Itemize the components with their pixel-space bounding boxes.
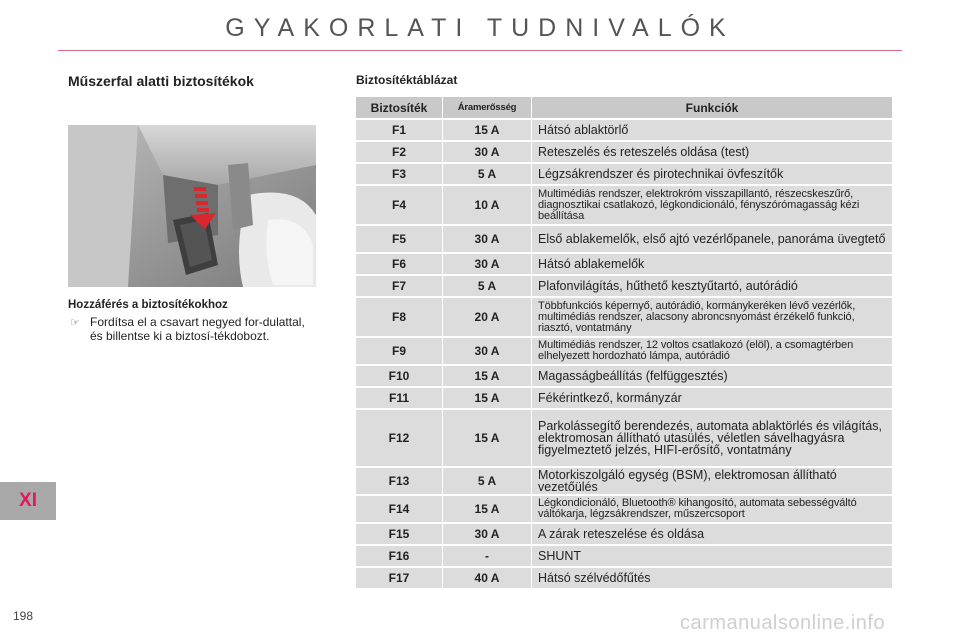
table-row: [356, 254, 892, 274]
fuse-function: Motorkiszolgáló egység (BSM), elektromosan állítható vezetőülés: [532, 468, 892, 494]
fuse-id: F8: [356, 298, 443, 336]
fuse-id: F4: [356, 186, 443, 224]
fuse-function: A zárak reteszelése és oldása: [532, 524, 892, 544]
section-title: Műszerfal alatti biztosítékok: [68, 73, 254, 89]
fuse-amperage: 30 A: [443, 524, 532, 544]
fuse-amperage: 40 A: [443, 568, 532, 588]
fuse-function: Multimédiás rendszer, 12 voltos csatlakozó (elöl), a csomagtérben elhelyezett hordozható lámpa, autórádió: [532, 338, 892, 364]
page-header-title: GYAKORLATI TUDNIVALÓK: [225, 14, 735, 42]
table-row: [356, 366, 892, 386]
watermark: carmanualsonline.info: [680, 612, 886, 634]
fuse-function: Többfunkciós képernyő, autórádió, kormánykeréken lévő vezérlők, multimédiás rendszer, alacsony abroncsnyomást érzékelő funkció, riasztó, vontatmány: [532, 298, 892, 336]
fuse-amperage: 15 A: [443, 366, 532, 386]
fuse-function: Légzsákrendszer és pirotechnikai övfeszítők: [532, 164, 892, 184]
fuse-id: F14: [356, 496, 443, 522]
access-subtitle: Hozzáférés a biztosítékokhoz: [68, 299, 228, 311]
table-header-row: [356, 97, 892, 118]
access-instruction: [68, 315, 318, 343]
table-row: [356, 276, 892, 296]
fuse-function: Plafonvilágítás, hűthető kesztyűtartó, autórádió: [532, 276, 892, 296]
fuse-amperage: 30 A: [443, 226, 532, 252]
fuse-id: F6: [356, 254, 443, 274]
fuse-id: F12: [356, 410, 443, 466]
table-row: [356, 468, 892, 494]
table-title: Biztosítéktáblázat: [356, 73, 458, 87]
fuse-function: Hátsó szélvédőfűtés: [532, 568, 892, 588]
table-row: [356, 142, 892, 162]
table-row: [356, 186, 892, 224]
fuse-id: F16: [356, 546, 443, 566]
table-row: [356, 496, 892, 522]
fuse-amperage: 10 A: [443, 186, 532, 224]
fuse-amperage: 30 A: [443, 142, 532, 162]
table-row: [356, 226, 892, 252]
fuse-function: Első ablakemelők, első ajtó vezérlőpanele, panoráma üvegtető: [532, 226, 892, 252]
fuse-id: F1: [356, 120, 443, 140]
fuse-id: F3: [356, 164, 443, 184]
header-fuse: Biztosíték: [356, 97, 443, 118]
fuse-id: F9: [356, 338, 443, 364]
table-row: [356, 388, 892, 408]
fuse-id: F17: [356, 568, 443, 588]
fuse-table: [356, 95, 892, 590]
fuse-amperage: 15 A: [443, 388, 532, 408]
page-number: 198: [13, 609, 34, 623]
fuse-id: F11: [356, 388, 443, 408]
fuse-function: SHUNT: [532, 546, 892, 566]
fuse-amperage: -: [443, 546, 532, 566]
table-row: [356, 410, 892, 466]
fuse-function: Hátsó ablakemelők: [532, 254, 892, 274]
fuse-function: Fékérintkező, kormányzár: [532, 388, 892, 408]
fuse-function: Parkolássegítő berendezés, automata ablaktörlés és világítás, elektromosan állítható utasülés, véletlen sávelhagyásra figyelmeztető jelzés, HIFI-erősítő, vontatmány: [532, 410, 892, 466]
fuse-amperage: 15 A: [443, 120, 532, 140]
header-divider: [58, 50, 902, 51]
fuse-function: Reteszelés és reteszelés oldása (test): [532, 142, 892, 162]
header-function: Funkciók: [532, 97, 892, 118]
fuse-function: Hátsó ablaktörlő: [532, 120, 892, 140]
chapter-tab: XI: [0, 482, 56, 520]
fuse-amperage: 15 A: [443, 496, 532, 522]
fuse-amperage: 30 A: [443, 254, 532, 274]
fuse-id: F13: [356, 468, 443, 494]
fuse-amperage: 15 A: [443, 410, 532, 466]
fuse-function: Légkondicionáló, Bluetooth® kihangosító, automata sebességváltó váltókarja, légzsákrendszer, műszercsoport: [532, 496, 892, 522]
fuse-amperage: 5 A: [443, 276, 532, 296]
fusebox-photo: [68, 125, 316, 287]
fuse-function: Multimédiás rendszer, elektrokróm visszapillantó, részecskeszűrő, diagnosztikai csatlakozó, légkondicionáló, fényszórómagasság kézi beállítása: [532, 186, 892, 224]
fuse-amperage: 20 A: [443, 298, 532, 336]
fuse-id: F5: [356, 226, 443, 252]
table-row: [356, 546, 892, 566]
table-row: [356, 338, 892, 364]
fuse-amperage: 5 A: [443, 468, 532, 494]
table-row: [356, 524, 892, 544]
pointing-hand-icon: ☞: [70, 317, 80, 329]
fuse-function: Magasságbeállítás (felfüggesztés): [532, 366, 892, 386]
fuse-id: F7: [356, 276, 443, 296]
table-row: [356, 120, 892, 140]
table-row: [356, 298, 892, 336]
fuse-id: F2: [356, 142, 443, 162]
fuse-amperage: 30 A: [443, 338, 532, 364]
instruction-text: Fordítsa el a csavart negyed for-dulattal, és billentse ki a biztosí-tékdobozt.: [90, 315, 305, 343]
table-row: [356, 568, 892, 588]
fuse-id: F10: [356, 366, 443, 386]
fuse-amperage: 5 A: [443, 164, 532, 184]
header-amperage: Áramerősség: [443, 97, 532, 118]
fuse-id: F15: [356, 524, 443, 544]
table-row: [356, 164, 892, 184]
